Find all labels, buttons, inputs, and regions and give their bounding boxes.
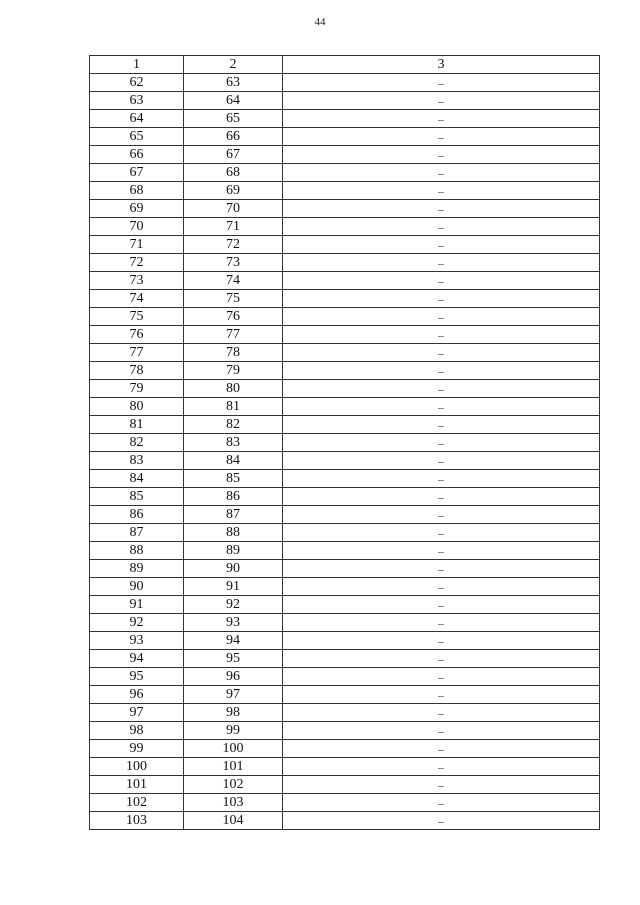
table-cell-col1: 99	[90, 740, 184, 758]
table-cell-col1: 83	[90, 452, 184, 470]
table-cell-col1: 91	[90, 596, 184, 614]
table-row	[90, 326, 600, 344]
table-cell-col2: 101	[184, 758, 283, 776]
table-cell-col1: 103	[90, 812, 184, 830]
table-cell-col3: –	[283, 704, 600, 722]
table-row	[90, 398, 600, 416]
table-row	[90, 416, 600, 434]
table-cell-col1: 96	[90, 686, 184, 704]
table-cell-col2: 97	[184, 686, 283, 704]
table-cell-col3: –	[283, 344, 600, 362]
table-row	[90, 110, 600, 128]
table-cell-col1: 65	[90, 128, 184, 146]
table-cell-col1: 100	[90, 758, 184, 776]
table-cell-col3: –	[283, 632, 600, 650]
table-cell-col1: 97	[90, 704, 184, 722]
table-cell-col3: –	[283, 290, 600, 308]
table-cell-col3: –	[283, 776, 600, 794]
table-cell-col3: –	[283, 506, 600, 524]
table-row	[90, 344, 600, 362]
table-cell-col2: 80	[184, 380, 283, 398]
table-cell-col1: 102	[90, 794, 184, 812]
table-row	[90, 470, 600, 488]
table-cell-col3: –	[283, 74, 600, 92]
table-cell-col2: 73	[184, 254, 283, 272]
table-cell-col3: –	[283, 740, 600, 758]
data-table	[89, 55, 600, 830]
table-cell-col3: –	[283, 758, 600, 776]
table-row	[90, 380, 600, 398]
page-number: 44	[314, 16, 326, 28]
table-row	[90, 452, 600, 470]
table-cell-col1: 94	[90, 650, 184, 668]
table-cell-col2: 104	[184, 812, 283, 830]
table-cell-col3: –	[283, 200, 600, 218]
table-cell-col3: –	[283, 722, 600, 740]
table-cell-col2: 65	[184, 110, 283, 128]
table-cell-col1: 72	[90, 254, 184, 272]
table-row	[90, 524, 600, 542]
table-cell-col2: 84	[184, 452, 283, 470]
table-cell-col2: 77	[184, 326, 283, 344]
table-cell-col3: –	[283, 650, 600, 668]
table-row	[90, 740, 600, 758]
table-cell-col1: 79	[90, 380, 184, 398]
table-row	[90, 236, 600, 254]
table-cell-col1: 62	[90, 74, 184, 92]
table-cell-col1: 84	[90, 470, 184, 488]
table-cell-col3: –	[283, 218, 600, 236]
table-cell-col3: –	[283, 686, 600, 704]
table-body	[90, 74, 600, 830]
table-cell-col2: 82	[184, 416, 283, 434]
table-cell-col3: –	[283, 254, 600, 272]
table-row	[90, 128, 600, 146]
table-cell-col1: 67	[90, 164, 184, 182]
table-row	[90, 362, 600, 380]
table-row	[90, 182, 600, 200]
table-cell-col3: –	[283, 434, 600, 452]
table-row	[90, 704, 600, 722]
table-row	[90, 614, 600, 632]
table-row	[90, 722, 600, 740]
table-cell-col3: –	[283, 362, 600, 380]
table-cell-col3: –	[283, 668, 600, 686]
table-cell-col1: 75	[90, 308, 184, 326]
table-cell-col3: –	[283, 380, 600, 398]
table-row	[90, 686, 600, 704]
table-cell-col2: 99	[184, 722, 283, 740]
table-cell-col3: –	[283, 578, 600, 596]
table-cell-col3: –	[283, 398, 600, 416]
table-cell-col2: 92	[184, 596, 283, 614]
table-cell-col2: 74	[184, 272, 283, 290]
table-cell-col2: 67	[184, 146, 283, 164]
table-cell-col1: 70	[90, 218, 184, 236]
table-row	[90, 596, 600, 614]
table-cell-col2: 87	[184, 506, 283, 524]
table-cell-col1: 81	[90, 416, 184, 434]
table-cell-col3: –	[283, 182, 600, 200]
table-row	[90, 794, 600, 812]
table-cell-col3: –	[283, 488, 600, 506]
table-row	[90, 578, 600, 596]
table-cell-col1: 80	[90, 398, 184, 416]
table-cell-col3: –	[283, 128, 600, 146]
table-cell-col1: 64	[90, 110, 184, 128]
table-cell-col3: –	[283, 452, 600, 470]
table-cell-col1: 101	[90, 776, 184, 794]
table-row	[90, 92, 600, 110]
table-cell-col1: 82	[90, 434, 184, 452]
table-cell-col1: 71	[90, 236, 184, 254]
table-row	[90, 164, 600, 182]
table-cell-col1: 78	[90, 362, 184, 380]
column-header-1: 1	[90, 56, 184, 74]
table-row	[90, 632, 600, 650]
table-cell-col2: 69	[184, 182, 283, 200]
table-cell-col1: 88	[90, 542, 184, 560]
table-row	[90, 200, 600, 218]
table-row	[90, 488, 600, 506]
table-cell-col1: 76	[90, 326, 184, 344]
table-cell-col2: 85	[184, 470, 283, 488]
table-cell-col3: –	[283, 416, 600, 434]
table-row	[90, 758, 600, 776]
table-cell-col2: 66	[184, 128, 283, 146]
table-cell-col3: –	[283, 794, 600, 812]
table-cell-col2: 75	[184, 290, 283, 308]
table-cell-col3: –	[283, 308, 600, 326]
table-cell-col3: –	[283, 596, 600, 614]
table-cell-col1: 77	[90, 344, 184, 362]
table-cell-col2: 86	[184, 488, 283, 506]
table-header-row	[90, 56, 600, 74]
table-cell-col2: 81	[184, 398, 283, 416]
table-row	[90, 560, 600, 578]
table-cell-col3: –	[283, 236, 600, 254]
table-cell-col2: 103	[184, 794, 283, 812]
table-row	[90, 254, 600, 272]
table-cell-col1: 93	[90, 632, 184, 650]
table-cell-col1: 69	[90, 200, 184, 218]
table-cell-col3: –	[283, 146, 600, 164]
table-row	[90, 146, 600, 164]
table-cell-col1: 68	[90, 182, 184, 200]
column-header-2: 2	[184, 56, 283, 74]
table-cell-col2: 83	[184, 434, 283, 452]
table-row	[90, 668, 600, 686]
table-cell-col2: 72	[184, 236, 283, 254]
table-cell-col2: 90	[184, 560, 283, 578]
table-cell-col2: 89	[184, 542, 283, 560]
table-cell-col2: 79	[184, 362, 283, 380]
table-cell-col1: 90	[90, 578, 184, 596]
table-cell-col1: 87	[90, 524, 184, 542]
table-cell-col3: –	[283, 542, 600, 560]
table-row	[90, 74, 600, 92]
column-header-3: 3	[283, 56, 600, 74]
table-row	[90, 812, 600, 830]
table-cell-col1: 73	[90, 272, 184, 290]
table-cell-col2: 88	[184, 524, 283, 542]
table-cell-col3: –	[283, 524, 600, 542]
table-cell-col2: 96	[184, 668, 283, 686]
table-cell-col3: –	[283, 614, 600, 632]
table-cell-col2: 102	[184, 776, 283, 794]
table-row	[90, 776, 600, 794]
table-cell-col1: 95	[90, 668, 184, 686]
table-row	[90, 542, 600, 560]
table-cell-col3: –	[283, 326, 600, 344]
table-header	[90, 56, 600, 74]
table-cell-col1: 86	[90, 506, 184, 524]
table-cell-col3: –	[283, 92, 600, 110]
table-cell-col2: 100	[184, 740, 283, 758]
table-cell-col2: 98	[184, 704, 283, 722]
table-cell-col2: 93	[184, 614, 283, 632]
table-cell-col2: 91	[184, 578, 283, 596]
table-cell-col2: 94	[184, 632, 283, 650]
table-row	[90, 290, 600, 308]
table-row	[90, 506, 600, 524]
table-cell-col3: –	[283, 164, 600, 182]
table-cell-col3: –	[283, 110, 600, 128]
table-cell-col2: 78	[184, 344, 283, 362]
table-cell-col1: 92	[90, 614, 184, 632]
table-row	[90, 434, 600, 452]
table-cell-col3: –	[283, 560, 600, 578]
table-cell-col1: 63	[90, 92, 184, 110]
table-row	[90, 650, 600, 668]
table-cell-col1: 85	[90, 488, 184, 506]
table-cell-col2: 76	[184, 308, 283, 326]
table-cell-col1: 66	[90, 146, 184, 164]
table-row	[90, 308, 600, 326]
table-cell-col3: –	[283, 272, 600, 290]
table-row	[90, 272, 600, 290]
table-cell-col1: 98	[90, 722, 184, 740]
table-cell-col3: –	[283, 812, 600, 830]
table-cell-col2: 63	[184, 74, 283, 92]
table-cell-col3: –	[283, 470, 600, 488]
table-cell-col2: 64	[184, 92, 283, 110]
table-cell-col2: 70	[184, 200, 283, 218]
table-cell-col2: 71	[184, 218, 283, 236]
table-cell-col1: 89	[90, 560, 184, 578]
table-cell-col2: 68	[184, 164, 283, 182]
table-row	[90, 218, 600, 236]
table-cell-col2: 95	[184, 650, 283, 668]
table-cell-col1: 74	[90, 290, 184, 308]
